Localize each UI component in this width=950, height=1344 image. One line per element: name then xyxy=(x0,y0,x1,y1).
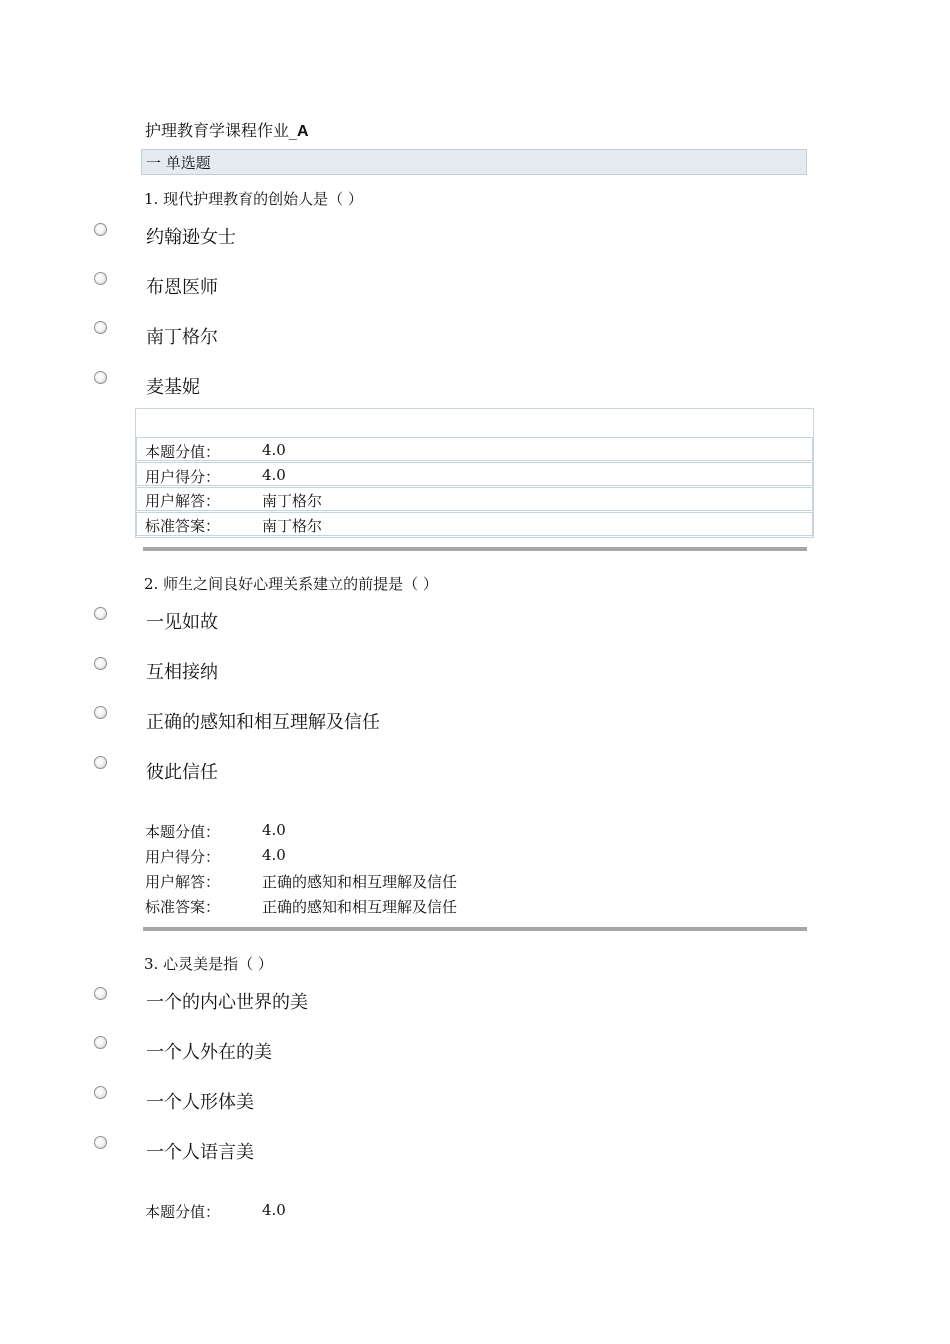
q2-score-value: 4.0 xyxy=(262,821,286,839)
q1-option-2-radio[interactable] xyxy=(94,272,107,285)
q2-user-score-value: 4.0 xyxy=(262,846,286,864)
q3-option-1-label[interactable]: 一个的内心世界的美 xyxy=(146,992,308,1013)
q3-option-2-label[interactable]: 一个人外在的美 xyxy=(146,1042,272,1063)
q2-std-answer-value: 正确的感知和相互理解及信任 xyxy=(262,898,458,916)
page-title-text: 护理教育学课程作业_ xyxy=(145,121,298,140)
q1-option-1-label[interactable]: 约翰逊女士 xyxy=(146,227,236,248)
question-3-text: 3. 心灵美是指（ ） xyxy=(144,955,273,973)
q3-option-2-radio[interactable] xyxy=(94,1036,107,1049)
page-title xyxy=(145,118,309,141)
q1-row-score xyxy=(136,437,813,461)
q1-user-answer-label: 用户解答： xyxy=(145,492,221,510)
section-header: 一 单选题 xyxy=(141,149,807,175)
q2-option-3-radio[interactable] xyxy=(94,706,107,719)
q1-row-std-answer xyxy=(136,512,813,536)
q1-option-3-radio[interactable] xyxy=(94,321,107,334)
q3-option-3-radio[interactable] xyxy=(94,1086,107,1099)
q2-option-2-label[interactable]: 互相接纳 xyxy=(146,662,218,683)
q2-user-answer-label: 用户解答： xyxy=(145,873,221,891)
q1-row-user-answer xyxy=(136,487,813,511)
q1-option-4-label[interactable]: 麦基妮 xyxy=(146,377,200,398)
q1-std-answer-label: 标准答案： xyxy=(145,517,221,535)
question-1-text: 1. 现代护理教育的创始人是（ ） xyxy=(144,190,363,208)
question-2-text: 2. 师生之间良好心理关系建立的前提是（ ） xyxy=(144,575,438,593)
question-divider xyxy=(143,547,807,551)
page-title-suffix: A xyxy=(297,123,309,140)
q2-std-answer-label: 标准答案： xyxy=(145,898,221,916)
q3-option-3-label[interactable]: 一个人形体美 xyxy=(146,1092,254,1113)
q2-score-label: 本题分值： xyxy=(145,823,221,841)
q1-option-3-label[interactable]: 南丁格尔 xyxy=(146,327,218,348)
q3-option-4-radio[interactable] xyxy=(94,1136,107,1149)
q1-user-score-value: 4.0 xyxy=(262,466,286,484)
q3-option-1-radio[interactable] xyxy=(94,987,107,1000)
q2-user-score-label: 用户得分： xyxy=(145,848,221,866)
q2-option-3-label[interactable]: 正确的感知和相互理解及信任 xyxy=(146,712,380,733)
q1-option-4-radio[interactable] xyxy=(94,371,107,384)
q1-option-2-label[interactable]: 布恩医师 xyxy=(146,277,218,298)
question-divider xyxy=(143,927,807,931)
q1-option-1-radio[interactable] xyxy=(94,223,107,236)
q2-option-1-radio[interactable] xyxy=(94,607,107,620)
q3-score-value: 4.0 xyxy=(262,1201,286,1219)
q1-user-answer-value: 南丁格尔 xyxy=(262,492,323,510)
q2-option-4-label[interactable]: 彼此信任 xyxy=(146,762,218,783)
q1-score-label: 本题分值： xyxy=(145,443,221,461)
q3-score-label: 本题分值： xyxy=(145,1203,221,1221)
q2-user-answer-value: 正确的感知和相互理解及信任 xyxy=(262,873,458,891)
q1-score-value: 4.0 xyxy=(262,441,286,459)
q1-row-user-score xyxy=(136,462,813,486)
q2-option-2-radio[interactable] xyxy=(94,657,107,670)
q1-std-answer-value: 南丁格尔 xyxy=(262,517,323,535)
q2-option-1-label[interactable]: 一见如故 xyxy=(146,612,218,633)
q1-user-score-label: 用户得分： xyxy=(145,468,221,486)
q3-option-4-label[interactable]: 一个人语言美 xyxy=(146,1142,254,1163)
q2-option-4-radio[interactable] xyxy=(94,756,107,769)
